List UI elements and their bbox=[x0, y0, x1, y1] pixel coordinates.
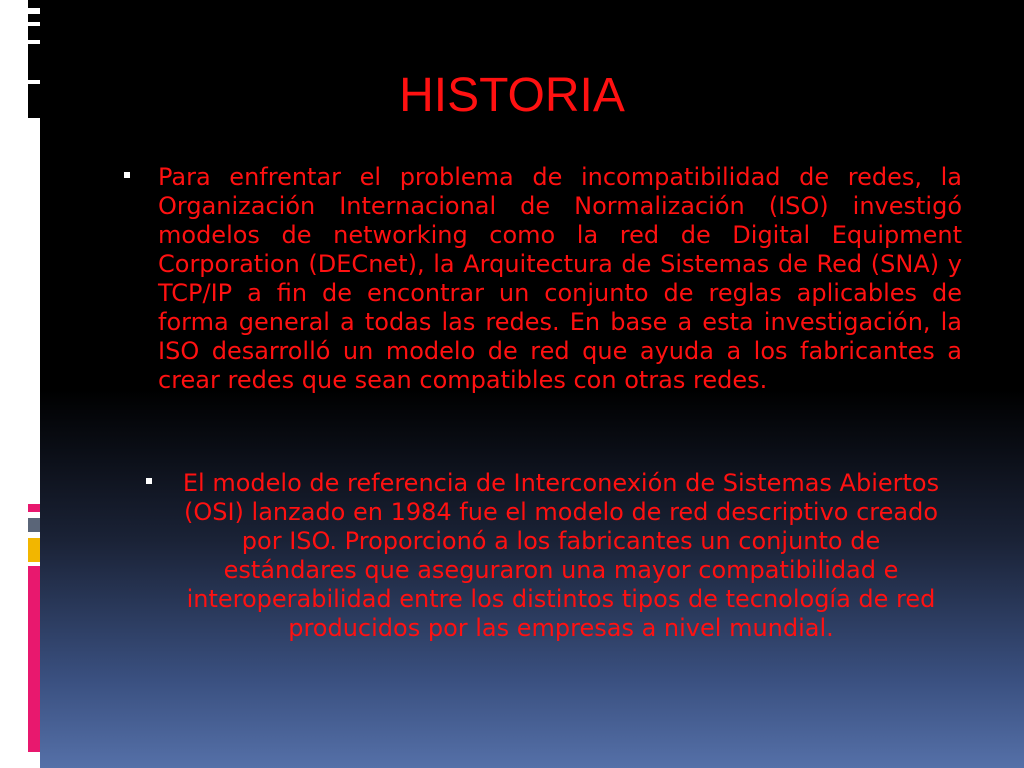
bullet-paragraph-1: Para enfrentar el problema de incompatibilidad de redes, la Organización Internacional de Normalización (ISO) investigó modelos de networking como la red de Digital Equipment Corporation (DECnet), la Arquitectura de Sistemas de Red (SNA) y TCP/IP a fin de encontrar un conjunto de reglas aplicables de forma general a todas las redes. En base a esta investigación, la ISO desarrolló un modelo de red que ayuda a los fabricantes a crear redes que sean compatibles con otras redes. bbox=[158, 163, 962, 394]
slide-title: HISTORIA bbox=[399, 69, 625, 122]
bullet-marker bbox=[124, 172, 130, 178]
bullet-paragraph-2: El modelo de referencia de Interconexión de Sistemas Abiertos (OSI) lanzado en 1984 fue el modelo de red descriptivo creado por ISO. Proporcionó a los fabricantes un conjunto de estándares que aseguraron una mayor compatibilidad e interoperabilidad entre los distintos tipos de tecnología de red producidos por las empresas a nivel mundial. bbox=[182, 469, 940, 642]
bullet-marker bbox=[146, 478, 152, 484]
